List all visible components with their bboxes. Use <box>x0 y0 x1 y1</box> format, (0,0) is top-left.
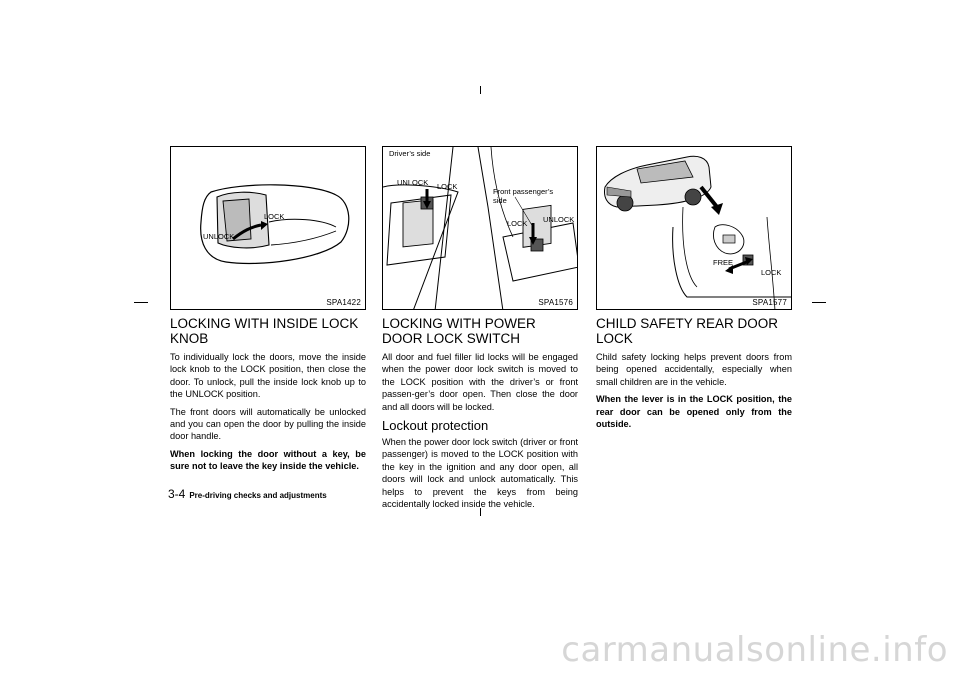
label-unlock-left: UNLOCK <box>397 178 429 187</box>
watermark: carmanualsonline.info <box>561 630 948 670</box>
paragraph: To individually lock the doors, move the inside lock knob to the LOCK position, then close the door. To unlock, pull the inside lock knob up to the UNLOCK position. <box>170 352 366 400</box>
label-front-passenger-1: Front passenger’s <box>493 187 554 196</box>
label-front-passenger-2: side <box>493 196 507 205</box>
crop-mark-top <box>480 86 481 94</box>
page-footer <box>168 487 327 501</box>
warning-text: When locking the door without a key, be sure not to leave the key inside the vehicle. <box>170 448 366 472</box>
label-lock-left: LOCK <box>437 182 458 191</box>
label-free: FREE <box>713 258 734 267</box>
label-lock-right: LOCK <box>507 219 528 228</box>
label-unlock-right: UNLOCK <box>543 215 575 224</box>
figure-code: SPA1576 <box>538 298 573 307</box>
label-unlock: UNLOCK <box>203 232 235 241</box>
crop-mark-right <box>812 302 826 303</box>
figure-code: SPA1577 <box>752 298 787 307</box>
label-lock: LOCK <box>264 212 285 221</box>
label-lock: LOCK <box>761 268 782 277</box>
suv-door-illustration <box>597 147 792 310</box>
paragraph: The front doors will automatically be unlocked and you can open the door by pulling the inside door handle. <box>170 406 366 442</box>
figure-child-safety-lock <box>596 146 792 310</box>
heading-power-lock: LOCKING WITH POWER DOOR LOCK SWITCH <box>382 316 536 346</box>
paragraph: All door and fuel filler lid locks will be engaged when the power door lock switch is moved to the LOCK position with the driver’s or front passen-ger’s door open. Then close the door and all doors will be locked. <box>382 352 578 412</box>
paragraph: Child safety locking helps prevent doors from being opened accidentally, especially when small children are in the vehicle. <box>596 352 792 387</box>
section-name: Pre-driving checks and adjustments <box>189 491 327 500</box>
column-power-lock <box>382 316 578 515</box>
page-number: 3-4 <box>168 487 186 501</box>
figure-power-door-lock-switch <box>382 146 578 310</box>
warning-text: When the lever is in the LOCK position, the rear door can be opened only from the outside. <box>596 394 792 430</box>
crop-mark-left <box>134 302 148 303</box>
figure-code: SPA1422 <box>326 298 361 307</box>
door-handle-illustration <box>171 147 366 310</box>
heading-inside-lock: LOCKING WITH INSIDE LOCK KNOB <box>170 316 359 346</box>
paragraph: When the power door lock switch (driver or front passenger) is moved to the LOCK position with the key in the ignition and any door open, all doors will lock and unlock automatically. This helps to prevent the keys from being accidentally locked inside the vehicle. <box>382 437 578 510</box>
column-child-lock <box>596 316 792 435</box>
column-inside-lock <box>170 316 366 478</box>
subheading-lockout-protection: Lockout protection <box>382 418 489 434</box>
heading-child-lock: CHILD SAFETY REAR DOOR LOCK <box>596 316 779 346</box>
figure-inside-lock-knob <box>170 146 366 310</box>
switch-panel-illustration <box>383 147 578 310</box>
label-drivers-side: Driver’s side <box>389 149 431 158</box>
